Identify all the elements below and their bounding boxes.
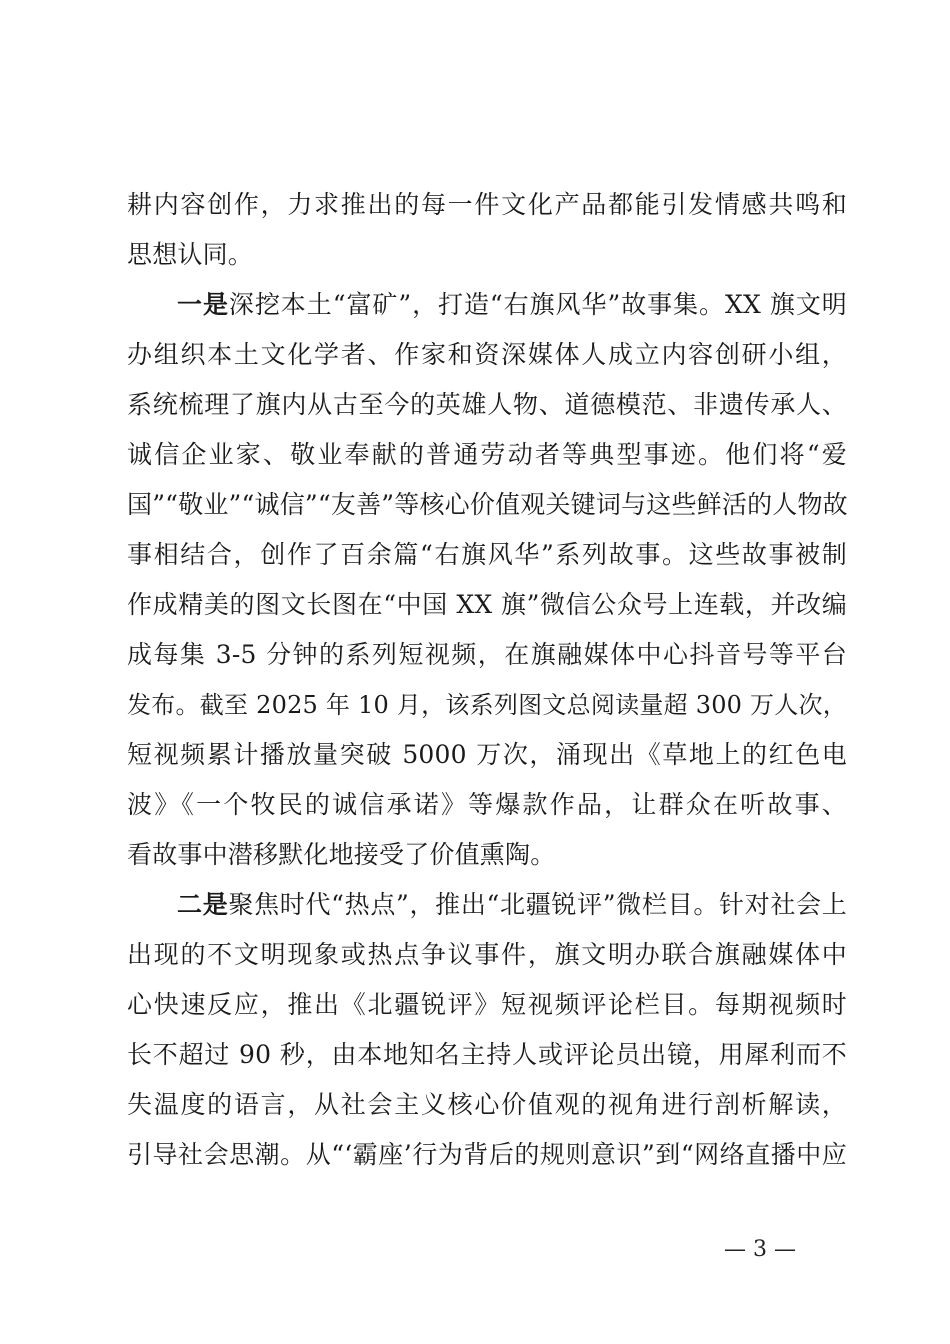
body-text-line: 思想认同。 xyxy=(127,240,254,269)
body-text-line: 出现的不文明现象或热点争议事件，旗文明办联合旗融媒体中 xyxy=(127,940,847,969)
body-text-line: 失温度的语言，从社会主义核心价值观的视角进行剖析解读， xyxy=(127,1090,847,1119)
body-text-line: 事相结合，创作了百余篇“右旗风华”系列故事。这些故事被制 xyxy=(127,540,847,569)
body-text-line: 作成精美的图文长图在“中国 XX 旗”微信公众号上连载，并改编 xyxy=(127,590,847,619)
body-text-line: 耕内容创作，力求推出的每一件文化产品都能引发情感共鸣和 xyxy=(127,190,847,219)
body-text-line: 心快速反应，推出《北疆锐评》短视频评论栏目。每期视频时 xyxy=(127,990,847,1019)
section-one-first-line xyxy=(177,280,847,330)
section-two-marker: 二是 xyxy=(177,890,229,919)
section-one-marker: 一是 xyxy=(177,290,229,319)
section-one-heading-text: 深挖本土“富矿”，打造“右旗风华”故事集。XX 旗文明 xyxy=(228,290,847,319)
body-text-line: 长不超过 90 秒，由本地知名主持人或评论员出镜，用犀利而不 xyxy=(127,1040,847,1069)
body-text-line: 国”“敬业”“诚信”“友善”等核心价值观关键词与这些鲜活的人物故 xyxy=(127,490,848,519)
body-text-line: 波》《一个牧民的诚信承诺》等爆款作品，让群众在听故事、 xyxy=(127,790,847,819)
body-text-line: 发布。截至 2025 年 10 月，该系列图文总阅读量超 300 万人次， xyxy=(127,691,847,719)
section-two-heading-text: 聚焦时代“热点”，推出“北疆锐评”微栏目。针对社会上 xyxy=(228,890,847,919)
body-text-line: 看故事中潜移默化地接受了价值熏陶。 xyxy=(127,840,556,869)
body-text-line: 系统梳理了旗内从古至今的英雄人物、道德模范、非遗传承人、 xyxy=(127,390,847,419)
body-text-line: 诚信企业家、敬业奉献的普通劳动者等典型事迹。他们将“爱 xyxy=(127,440,847,469)
body-text-line: 短视频累计播放量突破 5000 万次，涌现出《草地上的红色电 xyxy=(127,740,847,769)
section-two-first-line xyxy=(177,880,847,930)
body-text-line: 办组织本土文化学者、作家和资深媒体人成立内容创研小组， xyxy=(127,340,847,369)
page-number: — 3 — xyxy=(724,1237,796,1262)
body-text-line: 引导社会思潮。从“‘霸座’行为背后的规则意识”到“网络直播中应 xyxy=(127,1140,847,1169)
body-text-line: 成每集 3-5 分钟的系列短视频，在旗融媒体中心抖音号等平台 xyxy=(127,640,847,669)
